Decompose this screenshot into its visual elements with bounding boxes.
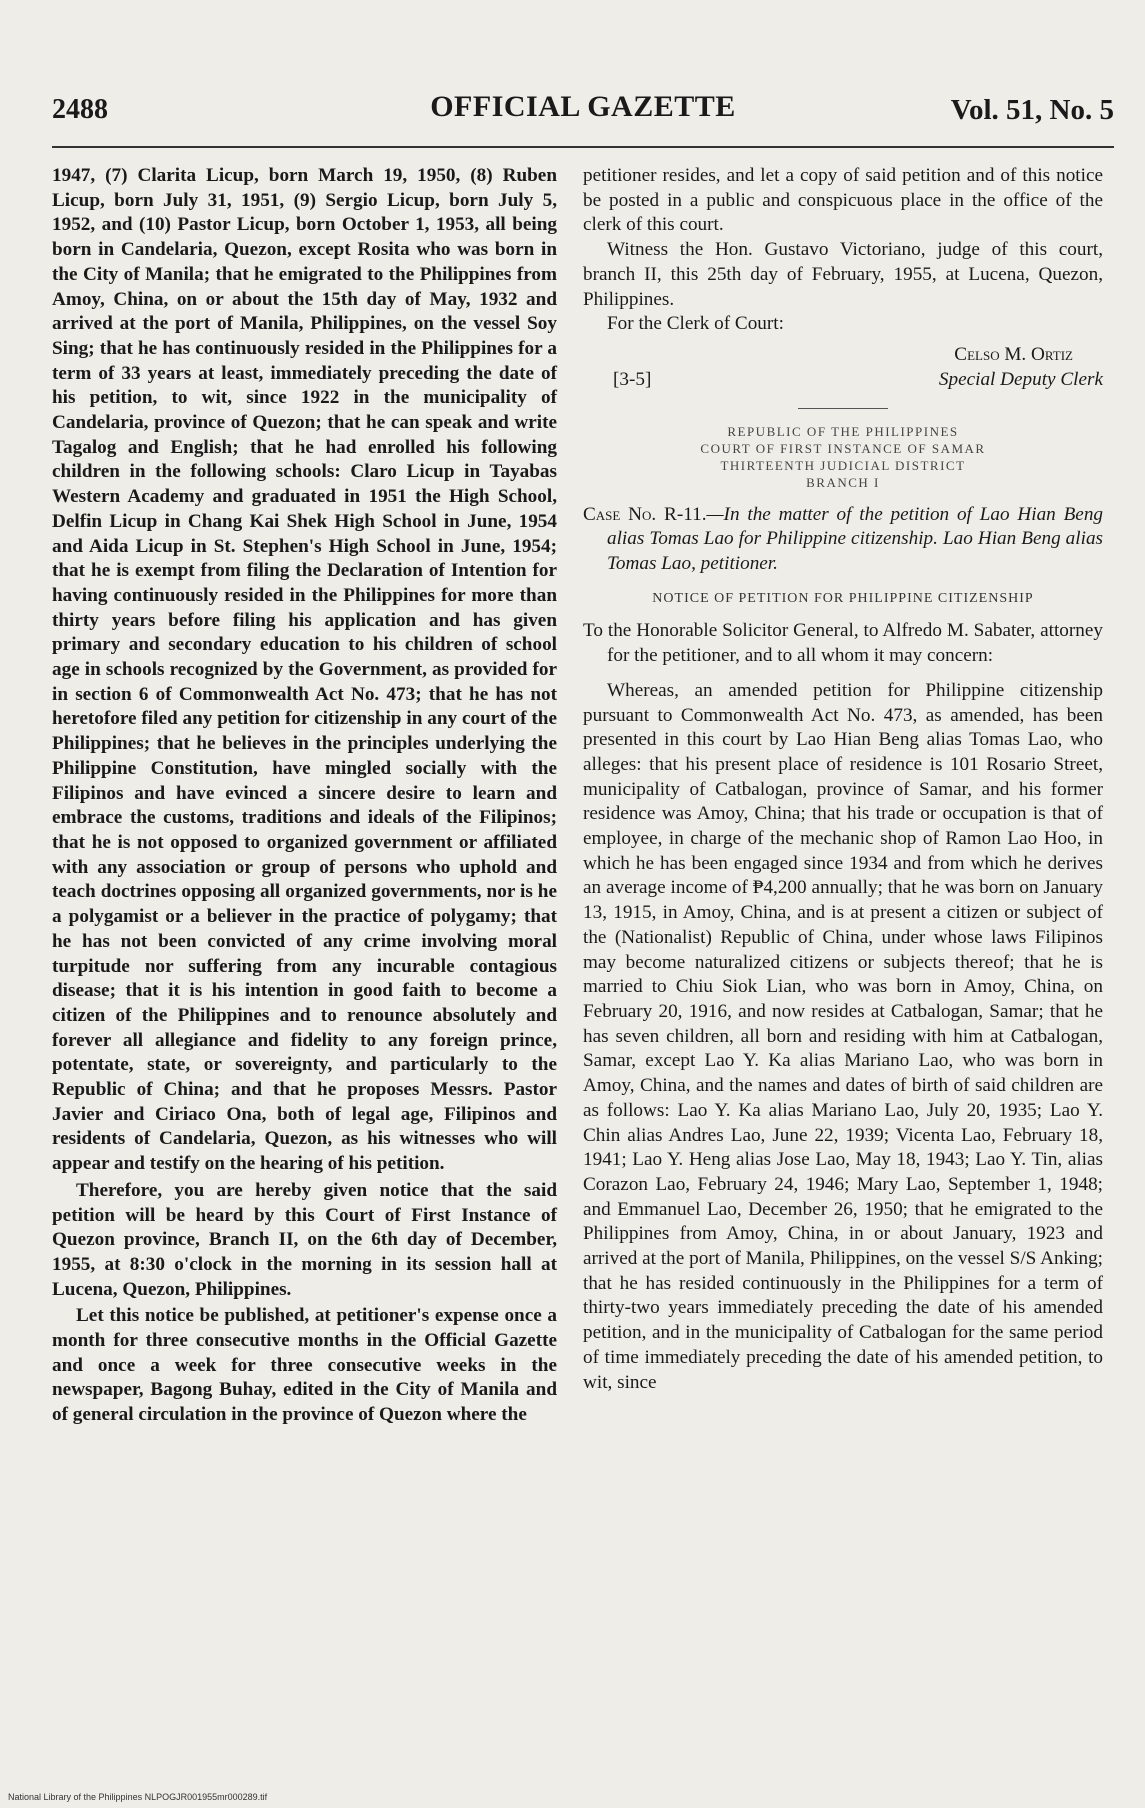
scan-footer: National Library of the Philippines NLPOGJR001955mr000289.tif [8, 1792, 268, 1802]
signature-block [583, 343, 1103, 394]
court-line-1: REPUBLIC OF THE PHILIPPINES [727, 423, 959, 439]
header-rule [52, 146, 1114, 148]
page-header [52, 88, 1114, 128]
court-heading [583, 423, 1103, 491]
right-column [583, 164, 1103, 1395]
court-line-3: THIRTEENTH JUDICIAL DISTRICT [720, 457, 966, 473]
notice-title: NOTICE OF PETITION FOR PHILIPPINE CITIZENSHIP [652, 590, 1034, 606]
page-number: 2488 [52, 94, 108, 125]
signer-role: Special Deputy Clerk [938, 368, 1103, 390]
court-line-4: BRANCH I [806, 474, 880, 490]
left-paragraph-1: 1947, (7) Clarita Licup, born March 19, 1950, (8) Ruben Licup, born July 31, 1951, (9) Sergio Licup, born July 5, 1952, and (10) Pastor Licup, born October 1, 1953, all being born in Candelaria, Quezon, except Rosita who was born in the City of Manila; that he emigrated to the Philippines from Amoy, China, on or about the 15th day of May, 1932 and arrived at the port of Manila, Philippines, on the vessel Soy Sing; that he has continuously resided in the Philippines for a term of 33 years at least, immediately preceding the date of his petition, to wit, since 1922 in the municipality of Candelaria, province of Quezon; that he can speak and write Tagalog and English; that he had enrolled his following children in the following schools: Claro Licup in Tayabas Western Academy and graduated in 1951 the High School, Delfin Licup in Chang Kai Shek High School in June, 1954 and Aida Licup in St. Stephen's High School in June, 1954; that he is exempt from filing the Declaration of Intention for having continuously resided in the Philippines for more than thirty years before filing his application and has given primary and secondary education to his children of school age in schools recognized by the Government, as provided for in section 6 of Commonwealth Act No. 473; that he has not heretofore filed any petition for citizenship in any court of the Philippines; that he believes in the principles underlying the Philippine Constitution, have mingled socially with the Filipinos and have evinced a sincere desire to learn and embrace the customs, traditions and ideals of the Filipinos; that he is not opposed to organized government or affiliated with any association or group of persons who uphold and teach doctrines opposing all organized governments, nor is he a polygamist or a believer in the practice of polygamy; that he has not been convicted of any crime involving moral turpitude nor suffering from any incurable contagious disease; that it is his intention in good faith to become a citizen of the Philippines and to renounce absolutely and forever all allegiance and fidelity to any foreign prince, potentate, state, or sovereignty, and particularly to the Republic of China; and that he proposes Messrs. Pastor Javier and Ciriaco Ona, both of legal age, Filipinos and residents of Candelaria, Quezon, as his witnesses who will appear and testify on the hearing of his petition. [52, 165, 557, 1175]
volume-label: Vol. 51, No. 5 [950, 94, 1114, 126]
addressee-line: To the Honorable Solicitor General, to Alfredo M. Sabater, attorney for the petitioner, and to all whom it may concern: [583, 620, 1103, 667]
left-paragraph-3: Let this notice be published, at petitioner's expense once a month for three consecutive months in the Official Gazette and once a week for three consecutive weeks in the newspaper, Bagong Buhay, edited in the City of Manila and of general circulation in the province of Quezon where the [52, 1305, 557, 1426]
publication-title: OFFICIAL GAZETTE [430, 90, 736, 123]
for-clerk-line: For the Clerk of Court: [607, 313, 784, 335]
left-column [52, 164, 557, 1428]
signer-name: Celso M. Ortiz [954, 343, 1073, 365]
case-heading [583, 503, 1103, 577]
whereas-paragraph: Whereas, an amended petition for Philippine citizenship pursuant to Commonwealth Act No. 473, as amended, has been presented in this court by Lao Hian Beng alias Tomas Lao, who alleges: that his present place of residence is 101 Rosario Street, municipality of Catbalogan, province of Samar, and his former residence was Amoy, China; that his trade or occupation is that of employee, in charge of the mechanic shop of Ramon Lao Hoo, in which he has been engaged since 1934 and from which he derives an average income of ₱4,200 annually; that he was born on January 13, 1915, in Amoy, China, and is at present a citizen or subject of the (Nationalist) Republic of China, under whose laws Filipinos may become naturalized citizens or subjects thereof; that he is married to Chiu Siok Lian, who was born in Amoy, China, on February 20, 1916, and now resides at Catbalogan, Samar; that he has seven children, all born and residing with him at Catbalogan, Samar, except Lao Y. Ka alias Mariano Lao, who was born in Amoy, China, and the names and dates of birth of said children are as follows: Lao Y. Ka alias Mariano Lao, July 20, 1935; Lao Y. Chin alias Andres Lao, June 22, 1939; Vicenta Lao, February 18, 1941; Lao Y. Heng alias Jose Lao, May 18, 1943; Lao Y. Tin, alias Corazon Lao, February 24, 1946; Mary Lao, September 1, 1948; and Emmanuel Lao, December 26, 1950; that he emigrated to the Philippines from Amoy, China, in or about January, 1923 and arrived at the port of Manila, Philippines, on the vessel S/S Anking; that he has resided continuously in the Philippines for a term of thirty-two years immediately preceding the date of his amended petition, and in the municipality of Catbalogan for the same period of time immediately preceding the date of his amended petition, to wit, since [583, 679, 1103, 1393]
witness-paragraph: Witness the Hon. Gustavo Victoriano, judge of this court, branch II, this 25th day of February, 1955, at Lucena, Quezon, Philippines. [583, 239, 1103, 310]
case-text: —In the matter of the petition of Lao Hian Beng alias Tomas Lao for Philippine citizenship. Lao Hian Beng alias Tomas Lao, petitioner. [607, 503, 1104, 575]
left-paragraph-2: Therefore, you are hereby given notice that the said petition will be heard by this Court of First Instance of Quezon province, Branch II, on the 6th day of December, 1955, at 8:30 o'clock in the morning in its session hall at Lucena, Quezon, Philippines. [52, 1179, 557, 1300]
right-paragraph-1: petitioner resides, and let a copy of said petition and of this notice be posted in a public and conspicuous place in the office of the clerk of this court. [583, 165, 1103, 236]
court-line-2: COURT OF FIRST INSTANCE OF SAMAR [700, 440, 986, 456]
case-number: Case No. R-11. [583, 503, 707, 525]
issue-reference: [3-5] [613, 368, 652, 390]
section-divider [798, 408, 888, 409]
